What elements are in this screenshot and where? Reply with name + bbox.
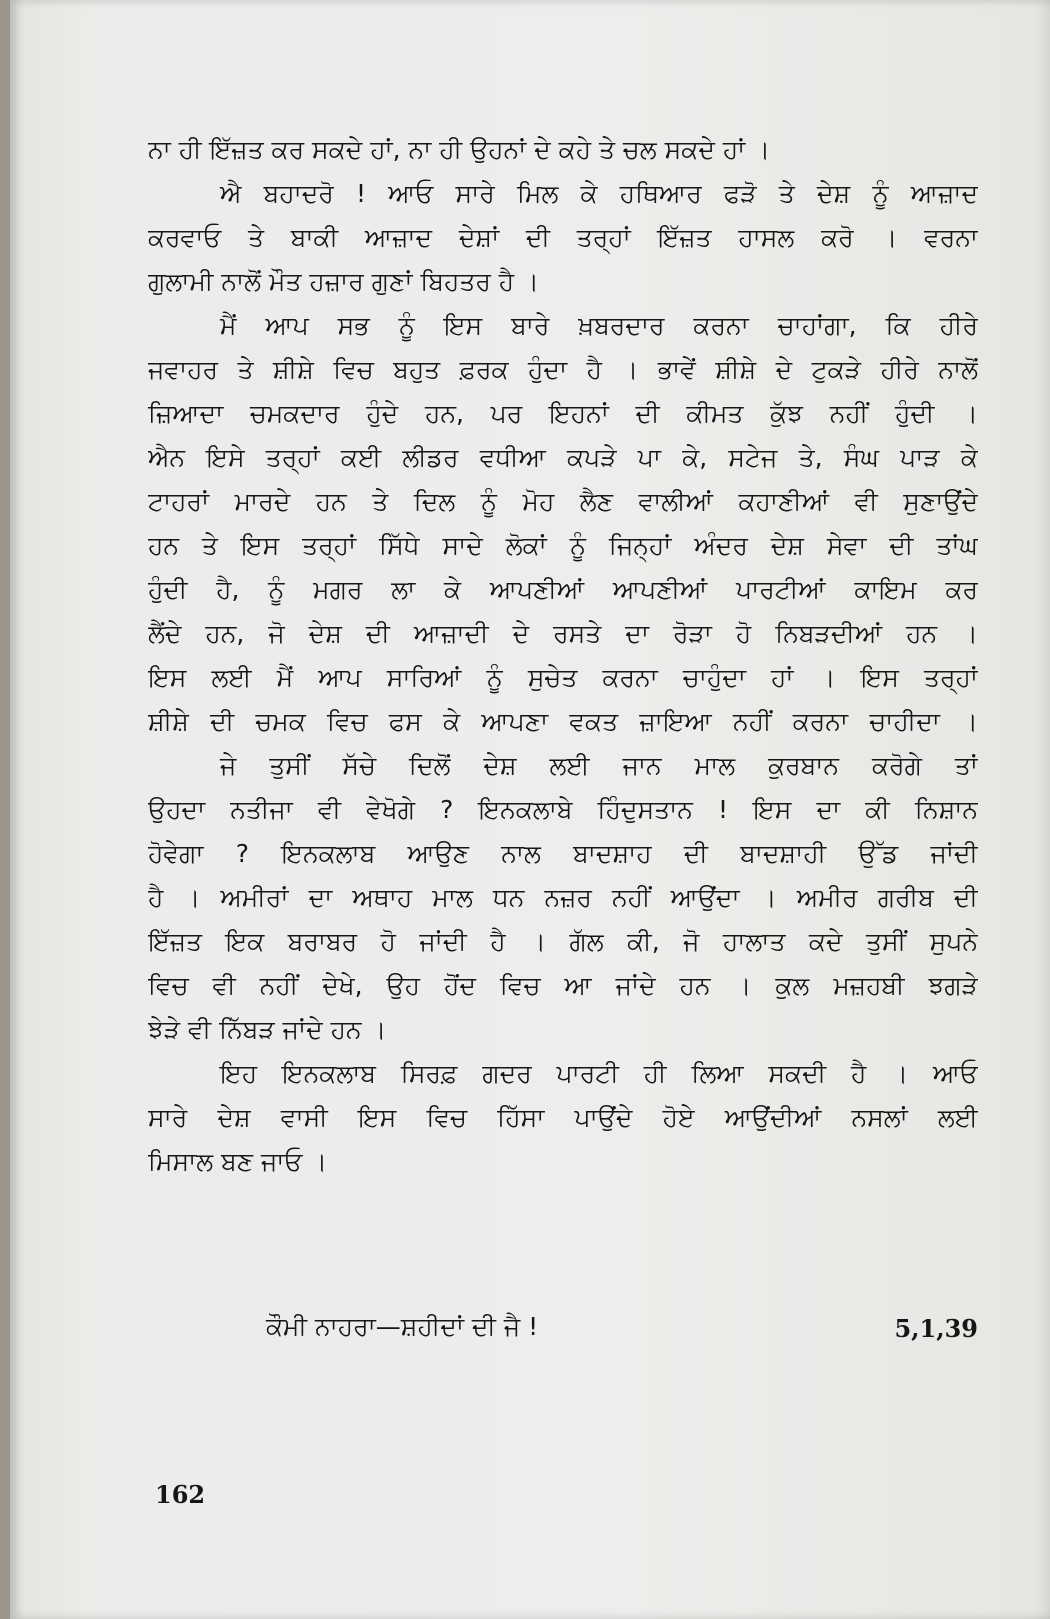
text-line: ਝੇੜੇ ਵੀ ਨਿੱਬੜ ਜਾਂਦੇ ਹਨ । <box>148 1015 387 1044</box>
text-line: ਜੇ ਤੁਸੀਂ ਸੱਚੇ ਦਿਲੋਂ ਦੇਸ਼ ਲਈ ਜਾਨ ਮਾਲ ਕੁਰਬਾਨ ਕਰੋਗੇ ਤਾਂ <box>220 751 978 780</box>
text-line: ਗੁਲਾਮੀ ਨਾਲੋਂ ਮੌਤ ਹਜ਼ਾਰ ਗੁਣਾਂ ਬਿਹਤਰ ਹੈ । <box>148 267 539 296</box>
text-line: ਮੈਂ ਆਪ ਸਭ ਨੂੰ ਇਸ ਬਾਰੇ ਖ਼ਬਰਦਾਰ ਕਰਨਾ ਚਾਹਾਂਗਾ, ਕਿ ਹੀਰੇ <box>220 311 978 340</box>
body-text <box>148 128 978 1184</box>
text-line: ਐਨ ਇਸੇ ਤਰ੍ਹਾਂ ਕਈ ਲੀਡਰ ਵਧੀਆ ਕਪੜੇ ਪਾ ਕੇ, ਸਟੇਜ ਤੇ, ਸੰਘ ਪਾੜ ਕੇ <box>148 443 978 472</box>
text-line: ਮਿਸਾਲ ਬਣ ਜਾਓ । <box>148 1147 328 1176</box>
text-line: ਕਰਵਾਓ ਤੇ ਬਾਕੀ ਆਜ਼ਾਦ ਦੇਸ਼ਾਂ ਦੀ ਤਰ੍ਹਾਂ ਇੱਜ਼ਤ ਹਾਸਲ ਕਰੋ । ਵਰਨਾ <box>148 223 978 252</box>
text-line: ਸ਼ੀਸ਼ੇ ਦੀ ਚਮਕ ਵਿਚ ਫਸ ਕੇ ਆਪਣਾ ਵਕਤ ਜ਼ਾਇਆ ਨਹੀਂ ਕਰਨਾ ਚਾਹੀਦਾ । <box>148 707 978 736</box>
text-line: ਹੈ । ਅਮੀਰਾਂ ਦਾ ਅਥਾਹ ਮਾਲ ਧਨ ਨਜ਼ਰ ਨਹੀਂ ਆਉਂਦਾ । ਅਮੀਰ ਗਰੀਬ ਦੀ <box>148 883 978 912</box>
text-line: ਹੁੰਦੀ ਹੈ, ਨੂੰ ਮਗਰ ਲਾ ਕੇ ਆਪਣੀਆਂ ਆਪਣੀਆਂ ਪਾਰਟੀਆਂ ਕਾਇਮ ਕਰ <box>148 575 978 604</box>
text-line: ਲੈਂਦੇ ਹਨ, ਜੋ ਦੇਸ਼ ਦੀ ਆਜ਼ਾਦੀ ਦੇ ਰਸਤੇ ਦਾ ਰੋੜਾ ਹੋ ਨਿਬੜਦੀਆਂ ਹਨ । <box>148 619 978 648</box>
text-line: ਇਸ ਲਈ ਮੈਂ ਆਪ ਸਾਰਿਆਂ ਨੂੰ ਸੁਚੇਤ ਕਰਨਾ ਚਾਹੁੰਦਾ ਹਾਂ । ਇਸ ਤਰ੍ਹਾਂ <box>148 663 978 692</box>
page-edge-shadow <box>1032 0 1050 1619</box>
text-line: ਜ਼ਿਆਦਾ ਚਮਕਦਾਰ ਹੁੰਦੇ ਹਨ, ਪਰ ਇਹਨਾਂ ਦੀ ਕੀਮਤ ਕੁੱਝ ਨਹੀਂ ਹੁੰਦੀ । <box>148 399 978 428</box>
page-number: 162 <box>155 1480 206 1509</box>
text-line: ਇੱਜ਼ਤ ਇਕ ਬਰਾਬਰ ਹੋ ਜਾਂਦੀ ਹੈ । ਗੱਲ ਕੀ, ਜੋ ਹਾਲਾਤ ਕਦੇ ਤੁਸੀਂ ਸੁਪਨੇ <box>148 927 978 956</box>
text-line: ਹਨ ਤੇ ਇਸ ਤਰ੍ਹਾਂ ਸਿੱਧੇ ਸਾਦੇ ਲੋਕਾਂ ਨੂੰ ਜਿਨ੍ਹਾਂ ਅੰਦਰ ਦੇਸ਼ ਸੇਵਾ ਦੀ ਤਾਂਘ <box>148 531 978 560</box>
text-line: ਟਾਹਰਾਂ ਮਾਰਦੇ ਹਨ ਤੇ ਦਿਲ ਨੂੰ ਮੋਹ ਲੈਣ ਵਾਲੀਆਂ ਕਹਾਣੀਆਂ ਵੀ ਸੁਣਾਉਂਦੇ <box>148 487 978 516</box>
text-line: ਐ ਬਹਾਦਰੋ ! ਆਓ ਸਾਰੇ ਮਿਲ ਕੇ ਹਥਿਆਰ ਫੜੋ ਤੇ ਦੇਸ਼ ਨੂੰ ਆਜ਼ਾਦ <box>220 179 978 208</box>
text-line: ਵਿਚ ਵੀ ਨਹੀਂ ਦੇਖੇ, ਉਹ ਹੋਂਦ ਵਿਚ ਆ ਜਾਂਦੇ ਹਨ । ਕੁਲ ਮਜ਼ਹਬੀ ਝਗੜੇ <box>148 971 978 1000</box>
text-line: ਜਵਾਹਰ ਤੇ ਸ਼ੀਸ਼ੇ ਵਿਚ ਬਹੁਤ ਫ਼ਰਕ ਹੁੰਦਾ ਹੈ । ਭਾਵੇਂ ਸ਼ੀਸ਼ੇ ਦੇ ਟੁਕੜੇ ਹੀਰੇ ਨਾਲੋਂ <box>148 355 978 384</box>
text-line: ਉਹਦਾ ਨਤੀਜਾ ਵੀ ਵੇਖੋਗੇ ? ਇਨਕਲਾਬੇ ਹਿੰਦੁਸਤਾਨ ! ਇਸ ਦਾ ਕੀ ਨਿਸ਼ਾਨ <box>148 795 978 824</box>
slogan: ਕੌਮੀ ਨਾਹਰਾ—ਸ਼ਹੀਦਾਂ ਦੀ ਜੈ ! <box>266 1312 539 1341</box>
text-line: ਸਾਰੇ ਦੇਸ਼ ਵਾਸੀ ਇਸ ਵਿਚ ਹਿੱਸਾ ਪਾਉਂਦੇ ਹੋਏ ਆਉਂਦੀਆਂ ਨਸਲਾਂ ਲਈ <box>148 1103 978 1132</box>
closing-row <box>148 1305 978 1349</box>
date: 5,1,39 <box>894 1314 978 1343</box>
text-line: ਹੋਵੇਗਾ ? ਇਨਕਲਾਬ ਆਉਣ ਨਾਲ ਬਾਦਸ਼ਾਹ ਦੀ ਬਾਦਸ਼ਾਹੀ ਉੱਡ ਜਾਂਦੀ <box>148 839 978 868</box>
text-line: ਨਾ ਹੀ ਇੱਜ਼ਤ ਕਰ ਸਕਦੇ ਹਾਂ, ਨਾ ਹੀ ਉਹਨਾਂ ਦੇ ਕਹੇ ਤੇ ਚਲ ਸਕਦੇ ਹਾਂ । <box>148 135 771 164</box>
text-line: ਇਹ ਇਨਕਲਾਬ ਸਿਰਫ਼ ਗਦਰ ਪਾਰਟੀ ਹੀ ਲਿਆ ਸਕਦੀ ਹੈ । ਆਓ <box>220 1059 978 1088</box>
